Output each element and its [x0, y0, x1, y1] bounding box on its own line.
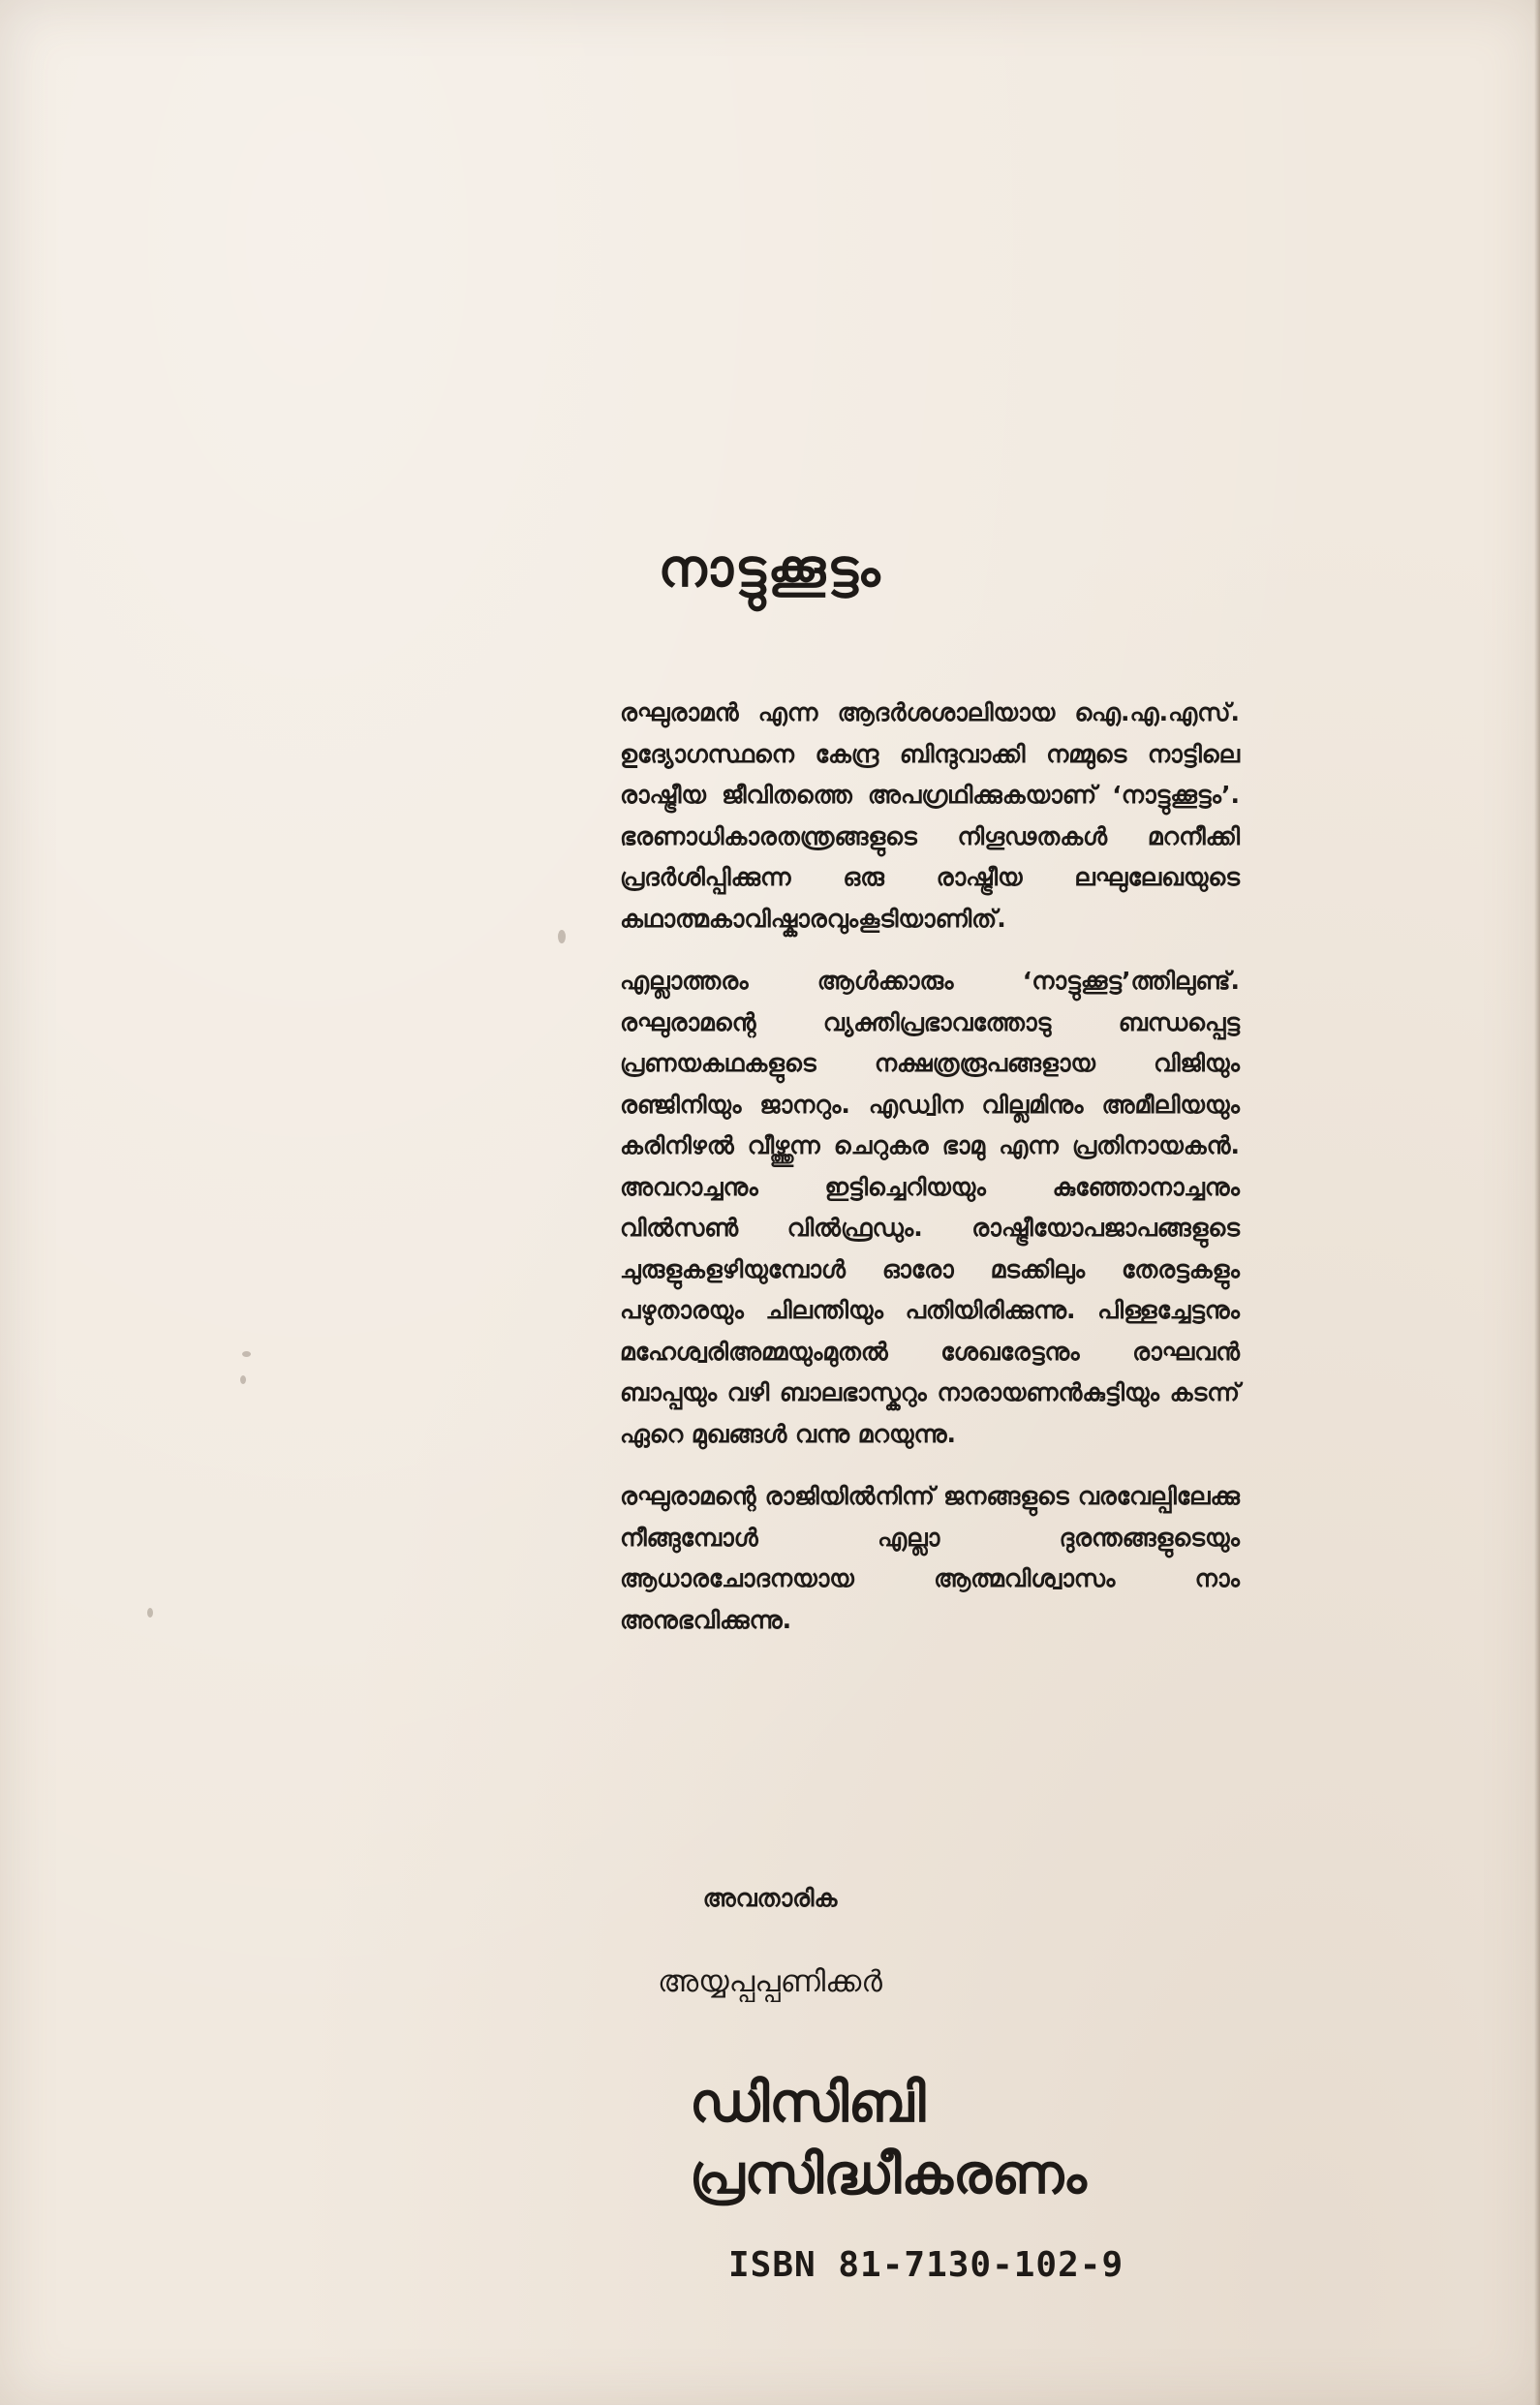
- page-edge-shadow: [1534, 0, 1540, 2405]
- isbn-number: ISBN 81-7130-102-9: [728, 2245, 1124, 2285]
- publisher-line-1: ഡിസിബി: [690, 2072, 926, 2135]
- blurb-paragraph-3: രഘുരാമന്റെ രാജിയിൽനിന്ന് ജനങ്ങളുടെ വരവേല്പിലേക്കു നീങ്ങുമ്പോൾ എല്ലാ ദുരന്തങ്ങളുടെയും ആധാരചോദനയായ ആത്മവിശ്വാസം നാം അനുഭവിക്കുന്നു.: [620, 1482, 1240, 1634]
- introduction-author: അയ്യപ്പപ്പണിക്കർ: [657, 1964, 883, 1999]
- publisher-line-2: പ്രസിദ്ധീകരണം: [690, 2143, 1087, 2206]
- blurb-paragraph-1: രഘുരാമൻ എന്ന ആദർശശാലിയായ ഐ.എ.എസ്. ഉദ്യോഗസ്ഥനെ കേന്ദ്ര ബിന്ദുവാക്കി നമ്മുടെ നാട്ടിലെ രാഷ്ട്രീയ ജീവിതത്തെ അപഗ്രഥിക്കുകയാണ് ‘നാട്ടുക്കൂട്ടം’. ഭരണാധികാരതന്ത്രങ്ങളുടെ നിഗൂഢതകൾ മറനീക്കി പ്രദർശിപ്പിക്കുന്ന ഒരു രാഷ്ട്രീയ ലഘുലേഖയുടെ കഥാത്മകാവിഷ്കാരവുംകൂടിയാണിത്.: [620, 698, 1240, 933]
- publisher-name: [690, 2068, 1087, 2211]
- paper-speck: [242, 1351, 251, 1357]
- paper-speck: [558, 930, 566, 943]
- paper-speck: [147, 1608, 153, 1618]
- blurb-paragraph-2: എല്ലാത്തരം ആൾക്കാരും ‘നാട്ടുക്കൂട്ട’ത്തിലുണ്ട്. രഘുരാമന്റെ വ്യക്തിപ്രഭാവത്തോടു ബന്ധപ്പെട്ട പ്രണയകഥകളുടെ നക്ഷത്രരൂപങ്ങളായ വിജിയും രഞ്ജിനിയും ജാനറും. എഡ്വിന വില്ലമിനും അമീലിയയും കരിനിഴൽ വീഴ്ത്തുന്ന ചെറുകര ഭാമു എന്ന പ്രതിനായകൻ. അവറാച്ചനും ഇട്ടിച്ചെറിയയും കുഞ്ഞോനാച്ചനും വിൽസൺ വിൽഫ്രഡും. രാഷ്ട്രീയോപജാപങ്ങളുടെ ചുരുളുകളഴിയുമ്പോൾ ഓരോ മടക്കിലും തേരട്ടകളും പഴുതാരയും ചിലന്തിയും പതിയിരിക്കുന്നു. പിള്ളച്ചേട്ടനും മഹേശ്വരിഅമ്മയുംമുതൽ ശേഖരേട്ടനും രാഘവൻ ബാപ്പയും വഴി ബാലഭാസ്കറും നാരായണൻകുട്ടിയും കടന്ന് ഏറെ മുഖങ്ങൾ വന്നു മറയുന്നു.: [620, 967, 1240, 1448]
- book-title: നാട്ടുക്കൂട്ടം: [658, 538, 882, 599]
- blurb-text: [620, 693, 1240, 1662]
- paper-speck: [240, 1375, 246, 1384]
- introduction-label: അവതാരിക: [702, 1884, 838, 1912]
